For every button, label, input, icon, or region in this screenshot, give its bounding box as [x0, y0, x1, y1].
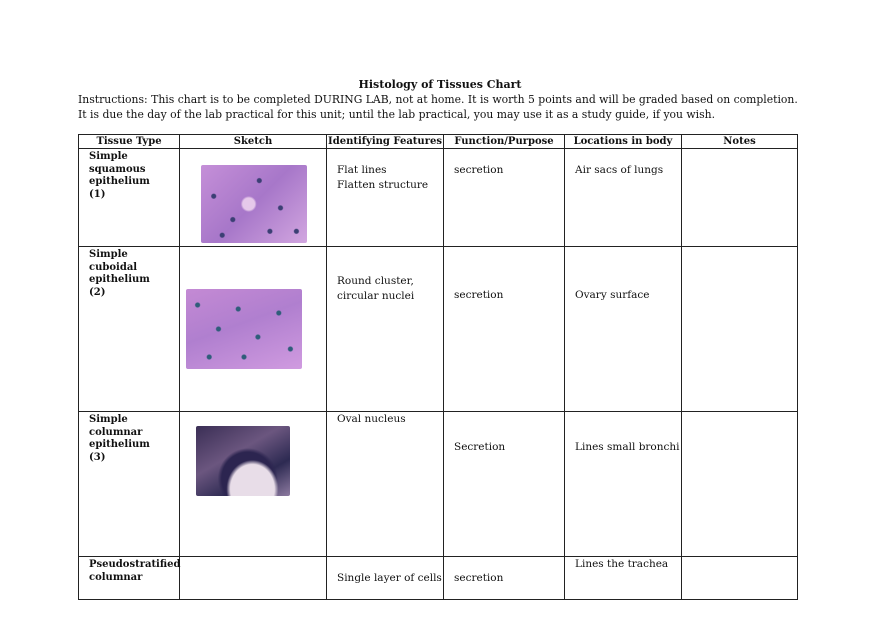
- function-text: secretion: [454, 572, 504, 584]
- location-cell: [565, 149, 682, 247]
- notes-cell: [682, 247, 798, 412]
- sketch-cell: [180, 247, 327, 412]
- tissue-name-line: Simple cuboidal: [89, 249, 138, 273]
- features-cell: [327, 247, 444, 412]
- header-identifying-features: Identifying Features: [328, 136, 442, 147]
- notes-cell: [682, 557, 798, 600]
- tissue-type-cell: [79, 412, 180, 557]
- table-row: [79, 557, 798, 600]
- table-row: [79, 247, 798, 412]
- features-cell: [327, 149, 444, 247]
- function-cell: [444, 149, 565, 247]
- header-locations: Locations in body: [565, 135, 682, 149]
- tissue-name-line: epithelium: [89, 274, 150, 285]
- header-row: [79, 135, 798, 149]
- tissue-number: (2): [89, 286, 106, 298]
- function-cell: [444, 557, 565, 600]
- tissue-type-cell: [79, 247, 180, 412]
- location-cell: [565, 412, 682, 557]
- feature-line: Flat lines: [337, 164, 387, 176]
- header-function: Function/Purpose: [444, 135, 565, 149]
- function-text: secretion: [454, 164, 504, 176]
- instructions-paragraph: Instructions: This chart is to be completed DURING LAB, not at home. It is worth 5 points and will be graded based on completion. It is due the day of the lab practical for this unit; until the lab practical, you may use it as a study guide, if you wish.: [78, 93, 798, 121]
- function-text: secretion: [454, 289, 504, 301]
- function-cell: [444, 412, 565, 557]
- micrograph-image: [186, 289, 302, 369]
- sketch-cell: [180, 149, 327, 247]
- header-tissue-type: Tissue Type: [79, 135, 180, 149]
- header-notes: Notes: [682, 135, 798, 149]
- header-sketch: Sketch: [180, 135, 327, 149]
- sketch-cell: [180, 557, 327, 600]
- document-title: Histology of Tissues Chart: [358, 78, 522, 91]
- histology-table: [78, 134, 798, 600]
- function-cell: [444, 247, 565, 412]
- features-cell: [327, 412, 444, 557]
- table-row: [79, 149, 798, 247]
- feature-line: Oval nucleus: [337, 413, 406, 425]
- tissue-number: (3): [89, 451, 106, 463]
- location-text: Lines small bronchi: [575, 441, 680, 453]
- function-text: Secretion: [454, 441, 506, 453]
- micrograph-image: [196, 426, 290, 496]
- feature-line: Flatten structure: [337, 178, 429, 191]
- tissue-name-line: columnar: [89, 571, 143, 583]
- tissue-number: (1): [89, 188, 106, 200]
- tissue-name-line: Pseudostratified: [89, 559, 181, 570]
- table-row: [79, 412, 798, 557]
- tissue-type-cell: [79, 557, 180, 600]
- location-cell: [565, 557, 682, 600]
- location-text: Lines the trachea: [575, 558, 669, 570]
- notes-cell: [682, 149, 798, 247]
- sketch-cell: [180, 412, 327, 557]
- feature-line: Single layer of cells: [337, 572, 442, 584]
- tissue-name-line: Simple squamous: [89, 151, 146, 175]
- features-cell: [327, 557, 444, 600]
- notes-cell: [682, 412, 798, 557]
- tissue-name-line: epithelium: [89, 439, 150, 450]
- tissue-name-line: epithelium: [89, 176, 150, 187]
- micrograph-image: [201, 165, 307, 243]
- tissue-type-cell: [79, 149, 180, 247]
- tissue-name-line: Simple columnar: [89, 414, 143, 438]
- location-cell: [565, 247, 682, 412]
- feature-line: Round cluster,: [337, 275, 414, 287]
- location-text: Ovary surface: [575, 289, 650, 301]
- feature-line: circular nuclei: [337, 289, 415, 302]
- location-text: Air sacs of lungs: [575, 164, 664, 176]
